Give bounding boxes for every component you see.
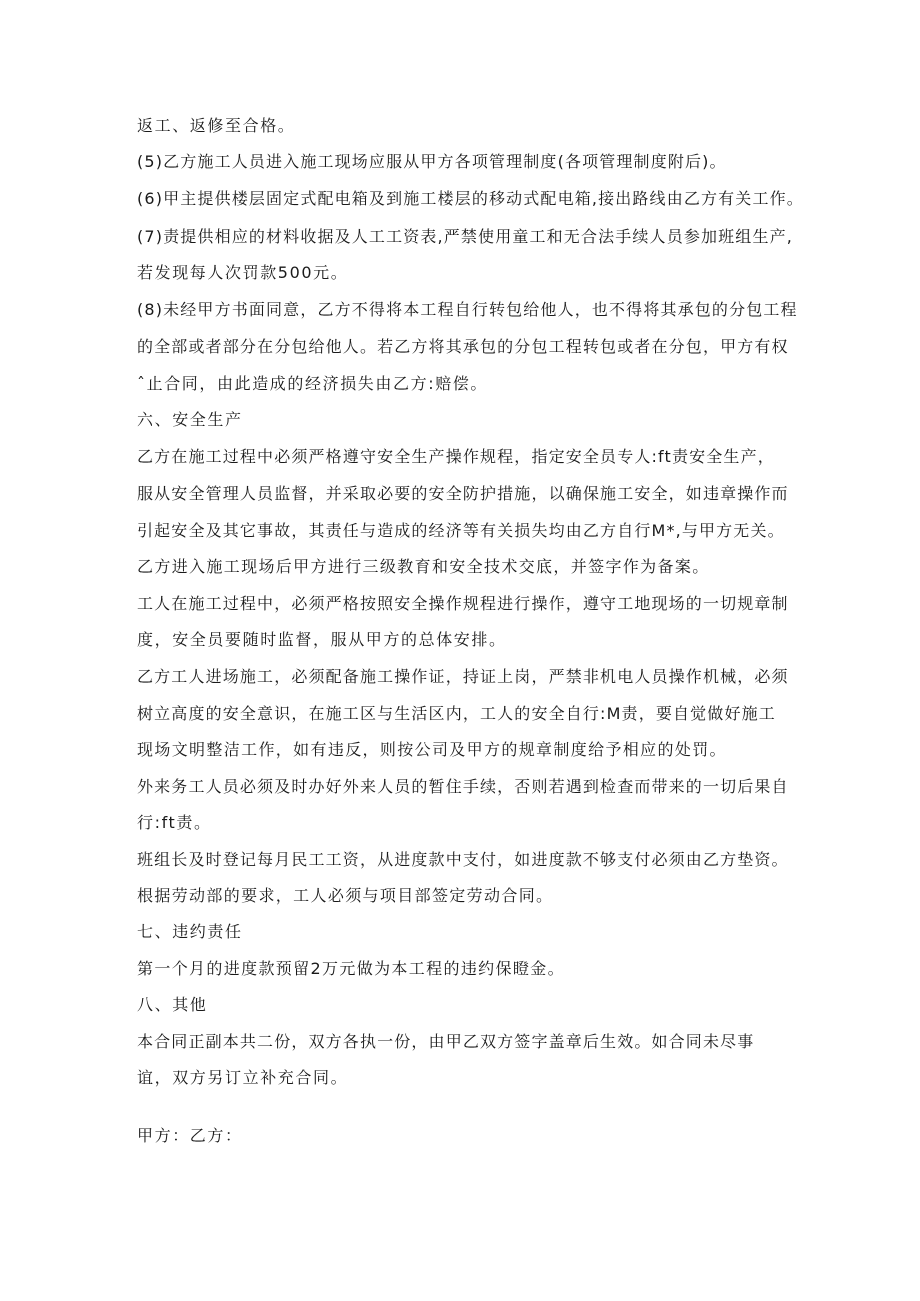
text-line: 根据劳动部的要求，工人必须与项目部签定劳动合同。 [137, 886, 554, 905]
text-line: 引起安全及其它事故，其责任与造成的经济等有关损失均由乙方自行M*,与甲方无关。 [137, 521, 785, 540]
text-line: 现场文明整洁工作，如有违反，则按公司及甲方的规章制度给予相应的处罚。 [137, 740, 727, 759]
section-heading: 六、安全生产 [137, 410, 243, 429]
text-line: 乙方在施工过程中必须严格遵守安全生产操作规程，指定安全员专人:ft责安全生产， [137, 447, 775, 466]
signature-line: 甲方：乙方： [137, 1126, 243, 1145]
text-line: 工人在施工过程中，必须严格按照安全操作规程进行操作，遵守工地现场的一切规章制 [137, 594, 789, 613]
text-line: 班组长及时登记每月民工工资，从进度款中支付，如进度款不够支付必须由乙方垫资。 [137, 850, 789, 869]
text-line: 乙方工人进场施工，必须配备施工操作证，持证上岗，严禁非机电人员操作机械，必须 [137, 667, 789, 686]
text-line: 返工、返修至合格。 [137, 116, 296, 135]
text-line: 外来务工人员必须及时办好外来人员的暂住手续，否则若遇到检查而带来的一切后果自 [137, 777, 789, 796]
text-line: 树立高度的安全意识，在施工区与生活区内，工人的安全自行:M责，要自觉做好施工 [137, 704, 776, 723]
text-line: (6)甲主提供楼层固定式配电箱及到施工楼层的移动式配电箱,接出路线由乙方有关工作。 [137, 189, 804, 208]
text-line: 服从安全管理人员监督，并采取必要的安全防护措施，以确保施工安全，如违章操作而 [137, 484, 789, 503]
text-line: 本合同正副本共二份，双方各执一份，由甲乙双方签字盖章后生效。如合同未尽事 [137, 1032, 755, 1051]
text-line: (5)乙方施工人员进入施工现场应服从甲方各项管理制度(各项管理制度附后)。 [137, 152, 727, 171]
section-heading: 八、其他 [137, 995, 208, 1014]
text-line: 谊，双方另订立补充合同。 [137, 1068, 349, 1087]
text-line: 乙方进入施工现场后甲方进行三级教育和安全技术交底，并签字作为备案。 [137, 557, 710, 576]
text-line: (8)未经甲方书面同意，乙方不得将本工程自行转包给他人，也不得将其承包的分包工程 [137, 300, 798, 319]
text-line: 第一个月的进度款预留2万元做为本工程的违约保瞪金。 [137, 959, 565, 978]
text-line: ˆ止合同，由此造成的经济损失由乙方:赔偿。 [137, 374, 488, 393]
section-heading: 七、违约责任 [137, 922, 243, 941]
text-line: 度，安全员要随时监督，服从甲方的总体安排。 [137, 630, 507, 649]
text-line: 若发现每人次罚款500元。 [137, 263, 349, 282]
text-line: 的全部或者部分在分包给他人。若乙方将其承包的分包工程转包或者在分包，甲方有权 [137, 337, 789, 356]
text-line: 行:ft责。 [137, 813, 212, 832]
text-line: (7)责提供相应的材料收据及人工工资表,严禁使用童工和无合法手续人员参加班组生产, [137, 227, 793, 246]
